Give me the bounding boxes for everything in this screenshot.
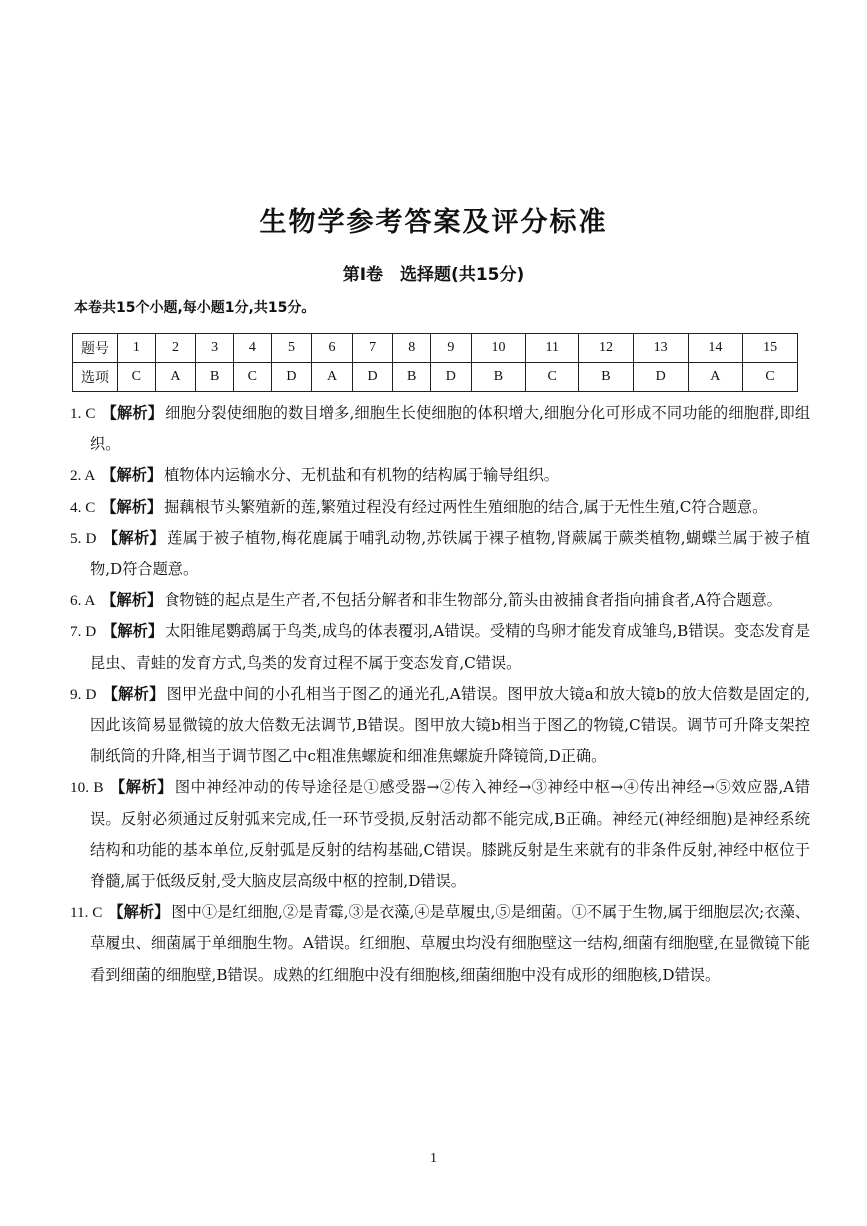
- explanation-item: [70, 523, 810, 585]
- explanation-tag: 【解析】: [101, 404, 164, 422]
- question-number-cell: 14: [688, 334, 743, 363]
- question-number-cell: 13: [633, 334, 688, 363]
- explanation-tag: 【解析】: [102, 528, 166, 547]
- question-number-cell: 2: [155, 334, 196, 363]
- explanation-number: 4. C: [70, 498, 96, 516]
- answer-cell: B: [579, 363, 634, 392]
- section-title: 第Ⅰ卷 选择题(共15分): [342, 265, 525, 285]
- explanation-text: 太阳锥尾鹦鹉属于鸟类,成鸟的体表覆羽,A错误。受精的鸟卵才能发育成雏鸟,B错误。变态发育是昆虫、青蛙的发育方式,鸟类的发育过程不属于变态发育,C错误。: [90, 622, 811, 672]
- answer-cell: D: [271, 363, 312, 392]
- instructions: 本卷共15个小题,每小题1分,共15分。: [74, 300, 316, 316]
- answer-cell: D: [431, 363, 472, 392]
- explanation-text: 细胞分裂使细胞的数目增多,细胞生长使细胞的体积增大,细胞分化可形成不同功能的细胞群,即组织。: [90, 404, 811, 454]
- explanation-text: 莲属于被子植物,梅花鹿属于哺乳动物,苏铁属于裸子植物,肾蕨属于蕨类植物,蝴蝶兰属于被子植物,D符合题意。: [90, 528, 811, 579]
- explanation-number: 1. C: [70, 405, 96, 422]
- page-number: 1: [430, 1151, 437, 1166]
- answer-cell: B: [393, 363, 431, 392]
- explanation-number: 10. B: [70, 779, 104, 797]
- answer-cell: C: [743, 363, 798, 392]
- explanation-text: 图甲光盘中间的小孔相当于图乙的通光孔,A错误。图甲放大镜a和放大镜b的放大倍数是固定的,因此该简易显微镜的放大倍数无法调节,B错误。图甲放大镜b相当于图乙的物镜,C错误。调节可升降支架控制纸筒的升降,相当于调节图乙中c粗准焦螺旋和细准焦螺旋升降镜筒,D正确。: [90, 684, 811, 766]
- answer-cell: A: [688, 363, 743, 392]
- question-number-cell: 7: [352, 334, 393, 363]
- answer-table-number-row: [73, 334, 798, 363]
- question-number-cell: 8: [393, 334, 431, 363]
- answer-cell: B: [196, 363, 234, 392]
- explanation-number: 11. C: [70, 904, 103, 922]
- answer-cell: D: [352, 363, 393, 392]
- question-number-cell: 9: [431, 334, 472, 363]
- explanation-item: [70, 585, 810, 616]
- question-number-cell: 15: [743, 334, 798, 363]
- explanation-item: [70, 398, 810, 460]
- row-label-answer: 选项: [73, 363, 118, 392]
- question-number-cell: 1: [118, 334, 156, 363]
- answer-cell: C: [233, 363, 271, 392]
- explanation-item: [70, 616, 810, 678]
- explanation-number: 9. D: [70, 685, 97, 703]
- explanation-number: 7. D: [70, 623, 97, 641]
- row-label-number: 题号: [73, 334, 118, 363]
- explanation-item: [70, 460, 810, 491]
- explanation-item: [70, 897, 810, 991]
- page-title: 生物学参考答案及评分标准: [259, 207, 608, 238]
- explanation-text: 掘藕根节头繁殖新的莲,繁殖过程没有经过两性生殖细胞的结合,属于无性生殖,C符合题意。: [164, 497, 768, 516]
- explanation-item: [70, 772, 810, 897]
- answer-table: [72, 333, 798, 392]
- question-number-cell: 12: [579, 334, 634, 363]
- explanation-text: 植物体内运输水分、无机盐和有机物的结构属于输导组织。: [164, 466, 559, 485]
- answer-cell: C: [118, 363, 156, 392]
- explanation-tag: 【解析】: [102, 622, 164, 641]
- answer-cell: A: [312, 363, 353, 392]
- explanation-tag: 【解析】: [101, 466, 163, 485]
- explanation-number: 6. A: [70, 592, 96, 610]
- explanation-tag: 【解析】: [102, 684, 165, 703]
- question-number-cell: 5: [271, 334, 312, 363]
- explanation-tag: 【解析】: [109, 778, 173, 797]
- answer-cell: C: [526, 363, 579, 392]
- answer-cell: D: [633, 363, 688, 392]
- question-number-cell: 11: [526, 334, 579, 363]
- question-number-cell: 4: [233, 334, 271, 363]
- answer-cell: A: [155, 363, 196, 392]
- explanation-item: [70, 679, 810, 773]
- explanation-tag: 【解析】: [101, 497, 163, 516]
- question-number-cell: 10: [471, 334, 526, 363]
- explanation-tag: 【解析】: [101, 591, 163, 610]
- explanation-text: 食物链的起点是生产者,不包括分解者和非生物部分,箭头由被捕食者指向捕食者,A符合题意。: [164, 591, 782, 610]
- explanation-item: [70, 492, 810, 523]
- question-number-cell: 3: [196, 334, 234, 363]
- explanation-number: 5. D: [70, 529, 97, 547]
- explanation-text: 图中神经冲动的传导途径是①感受器→②传入神经→③神经中枢→④传出神经→⑤效应器,A错误。反射必须通过反射弧来完成,任一环节受损,反射活动都不能完成,B正确。神经元(神经细胞)是神经系统结构和功能的基本单位,反射弧是反射的结构基础,C错误。膝跳反射是生来就有的非条件反射,神经中枢位于脊髓,属于低级反射,受大脑皮层高级中枢的控制,D错误。: [90, 778, 810, 891]
- answer-table-answer-row: [73, 363, 798, 392]
- explanation-text: 图中①是红细胞,②是青霉,③是衣藻,④是草履虫,⑤是细菌。①不属于生物,属于细胞层次;衣藻、草履虫、细菌属于单细胞生物。A错误。红细胞、草履虫均没有细胞壁这一结构,细菌有细胞壁,在显微镜下能看到细菌的细胞壁,B错误。成熟的红细胞中没有细胞核,细菌细胞中没有成形的细胞核,D错误。: [90, 903, 810, 984]
- explanation-number: 2. A: [70, 467, 96, 485]
- explanation-tag: 【解析】: [108, 903, 170, 922]
- explanation-list: [70, 398, 810, 991]
- answer-cell: B: [471, 363, 526, 392]
- question-number-cell: 6: [312, 334, 353, 363]
